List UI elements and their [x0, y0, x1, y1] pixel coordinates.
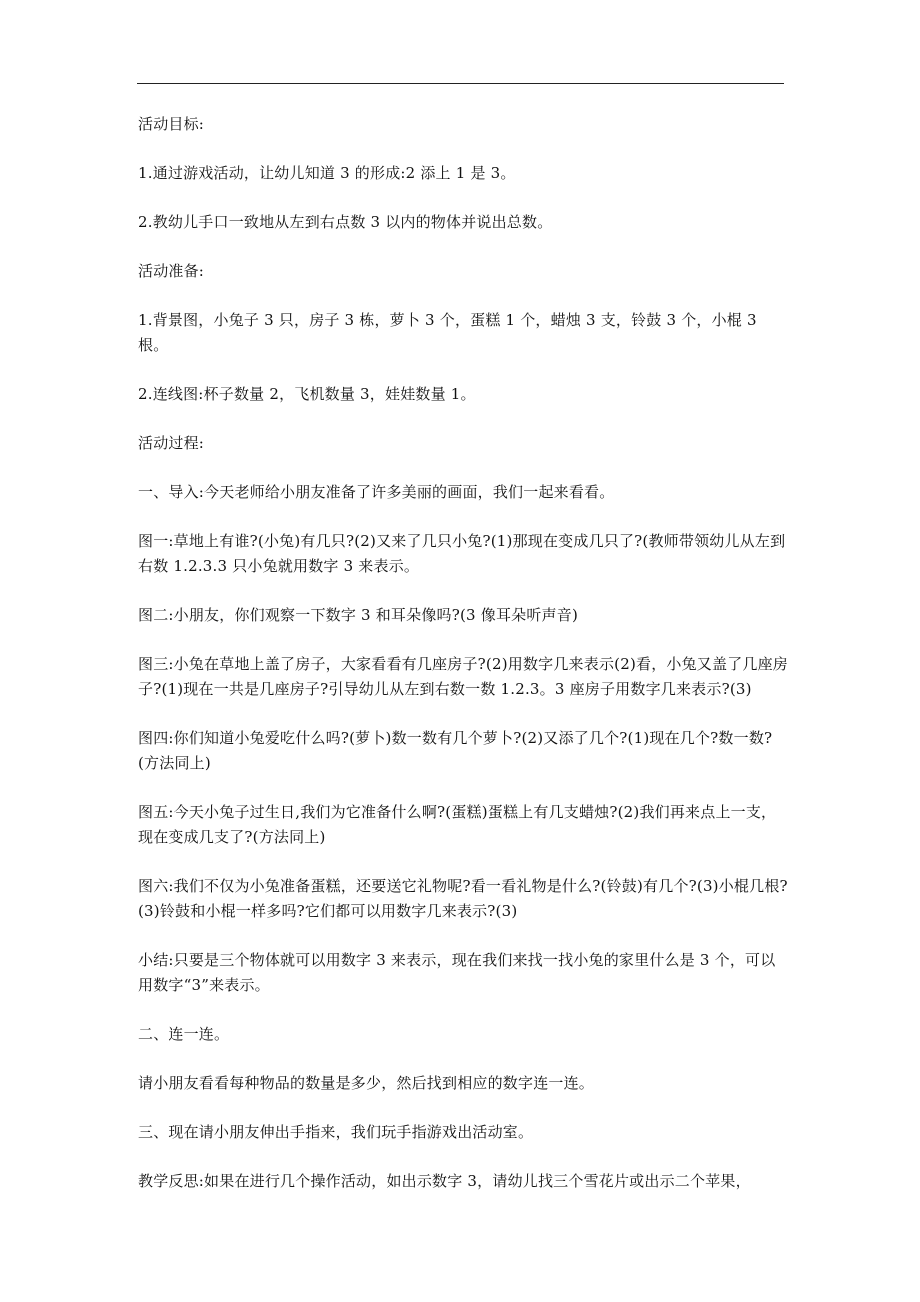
figure-3-paragraph: 图三:小兔在草地上盖了房子，大家看看有几座房子?(2)用数字几来表示(2)看，小兔又盖了几座房子?(1)现在一共是几座房子?引导幼儿从左到右数一数 1.2.3。3 座房子用数字几来表示?(3) [138, 655, 788, 698]
summary-paragraph: 小结:只要是三个物体就可以用数字 3 来表示，现在我们来找一找小兔的家里什么是 3 个，可以用数字“3”来表示。 [138, 951, 776, 994]
section-finger-game: 三、现在请小朋友伸出手指来，我们玩手指游戏出活动室。 [138, 1123, 534, 1141]
section-heading-preparation: 活动准备: [138, 262, 205, 280]
figure-1-paragraph: 图一:草地上有谁?(小兔)有几只?(2)又来了几只小兔?(1)那现在变成几只了?(教师带领幼儿从左到右数 1.2.3.3 只小兔就用数字 3 来表示。 [138, 532, 786, 575]
goal-item-1: 1.通过游戏活动，让幼儿知道 3 的形成:2 添上 1 是 3。 [138, 164, 516, 182]
preparation-item-1: 1.背景图，小兔子 3 只，房子 3 栋，萝卜 3 个，蛋糕 1 个，蜡烛 3 支，铃鼓 3 个，小棍 3 根。 [138, 311, 757, 354]
section-heading-process: 活动过程: [138, 434, 205, 452]
preparation-item-2: 2.连线图:杯子数量 2，飞机数量 3，娃娃数量 1。 [138, 385, 476, 403]
document-body [138, 112, 788, 1218]
section-connect: 二、连一连。 [138, 1025, 230, 1043]
section-heading-goals: 活动目标: [138, 115, 205, 133]
process-intro: 一、导入:今天老师给小朋友准备了许多美丽的画面，我们一起来看看。 [138, 483, 615, 501]
figure-5-paragraph: 图五:今天小兔子过生日,我们为它准备什么啊?(蛋糕)蛋糕上有几支蜡烛?(2)我们再来点上一支，现在变成几支了?(方法同上) [138, 803, 777, 846]
goal-item-2: 2.教幼儿手口一致地从左到右点数 3 以内的物体并说出总数。 [138, 213, 553, 231]
figure-4-paragraph: 图四:你们知道小兔爱吃什么吗?(萝卜)数一数有几个萝卜?(2)又添了几个?(1)现在几个?数一数?(方法同上) [138, 729, 773, 772]
connect-instruction: 请小朋友看看每种物品的数量是多少，然后找到相应的数字连一连。 [138, 1074, 595, 1092]
header-rule [137, 83, 784, 84]
teaching-reflection: 教学反思:如果在进行几个操作活动，如出示数字 3，请幼儿找三个雪花片或出示二个苹果， [138, 1172, 751, 1190]
figure-6-paragraph: 图六:我们不仅为小兔准备蛋糕，还要送它礼物呢?看一看礼物是什么?(铃鼓)有几个?(3)小棍几根?(3)铃鼓和小棍一样多吗?它们都可以用数字几来表示?(3) [138, 877, 788, 920]
figure-2-paragraph: 图二:小朋友，你们观察一下数字 3 和耳朵像吗?(3 像耳朵听声音) [138, 606, 578, 624]
